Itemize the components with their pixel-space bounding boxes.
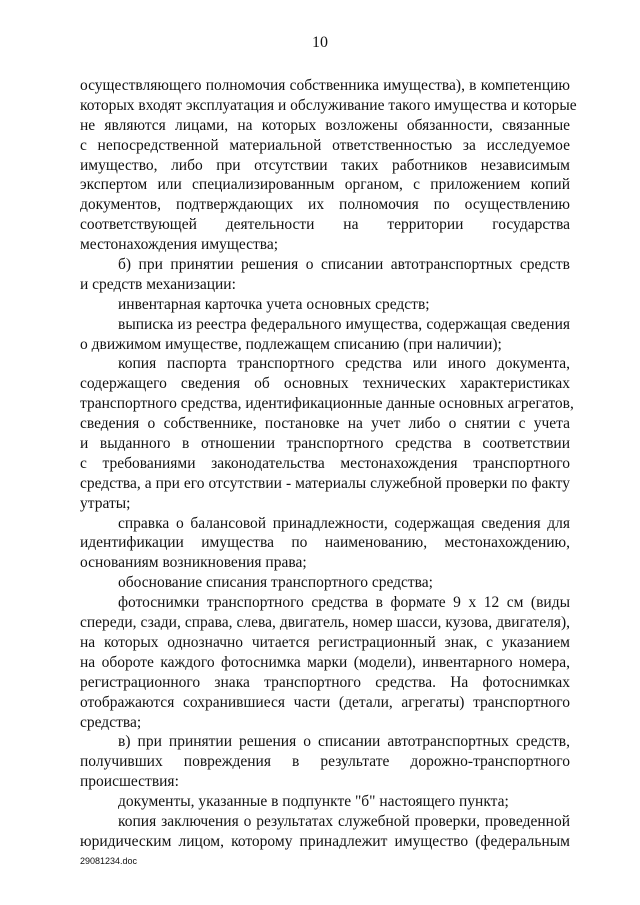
text-line: документы, указанные в подпункте "б" настоящего пункта; (118, 793, 509, 811)
text-line: обоснование списания транспортного средства; (118, 574, 433, 592)
text-line: содержащего сведения об основных технических характеристиках (80, 375, 570, 393)
text-line: с требованиями законодательства местонахождения транспортного (80, 454, 570, 472)
text-line: транспортного средства, идентификационные данные основных агрегатов, (80, 395, 574, 413)
footer-filename: 29081234.doc (80, 856, 138, 866)
text-line: происшествия: (80, 773, 179, 791)
text-line: экспертом или специализированным органом, с приложением копий (80, 176, 570, 194)
text-line: утраты; (80, 494, 131, 512)
text-line: которых входят эксплуатация и обслуживание такого имущества и которые (80, 96, 577, 114)
text-line: имущество, либо при отсутствии таких работников независимым (80, 156, 570, 174)
text-line: местонахождения имущества; (80, 236, 279, 254)
text-line: и средств механизации: (80, 275, 236, 293)
text-line: в) при принятии решения о списании автотранспортных средств, (118, 733, 570, 751)
text-line: о движимом имуществе, подлежащем списанию (при наличии); (80, 335, 502, 353)
text-line: соответствующей деятельности на территории государства (80, 216, 570, 234)
text-line: фотоснимки транспортного средства в формате 9 х 12 см (виды (118, 594, 570, 612)
text-line: получивших повреждения в результате дорожно-транспортного (80, 753, 570, 771)
text-line: выписка из реестра федерального имущества, содержащая сведения (118, 315, 570, 333)
text-line: отображаются сохранившиеся части (детали, агрегаты) транспортного (80, 693, 570, 711)
text-line: и выданного в отношении транспортного средства в соответствии (80, 435, 570, 453)
text-line: на обороте каждого фотоснимка марки (модели), инвентарного номера, (80, 653, 570, 671)
text-line: осуществляющего полномочия собственника имущества), в компетенцию (80, 77, 570, 94)
text-line: средства, а при его отсутствии - материалы служебной проверки по факту (80, 474, 570, 492)
text-line: с непосредственной материальной ответственностью за исследуемое (80, 136, 570, 154)
text-line: на которых однозначно читается регистрационный знак, с указанием (80, 633, 570, 651)
text-line: регистрационного знака транспортного средства. На фотоснимках (80, 673, 570, 691)
text-line: справка о балансовой принадлежности, содержащая сведения для (118, 514, 570, 532)
text-line: сведения о собственнике, постановке на учет либо о снятии с учета (80, 415, 570, 433)
text-line: копия заключения о результатах служебной проверки, проведенной (118, 812, 570, 830)
text-line: не являются лицами, на которых возложены обязанности, связанные (80, 116, 570, 134)
text-line: средства; (80, 713, 142, 731)
text-line: юридическим лицом, которому принадлежит имущество (федеральным (80, 832, 570, 850)
text-line: б) при принятии решения о списании автотранспортных средств (118, 256, 570, 274)
text-line: основаниям возникновения права; (80, 554, 307, 572)
text-line: идентификации имущества по наименованию, местонахождению, (80, 534, 570, 552)
text-line: копия паспорта транспортного средства или иного документа, (118, 355, 570, 373)
text-line: инвентарная карточка учета основных средств; (118, 295, 430, 313)
document-body (80, 76, 577, 852)
page-number: 10 (312, 34, 328, 51)
text-line: документов, подтверждающих их полномочия по осуществлению (80, 196, 570, 214)
text-line: спереди, сзади, справа, слева, двигатель, номер шасси, кузова, двигателя), (80, 614, 570, 632)
